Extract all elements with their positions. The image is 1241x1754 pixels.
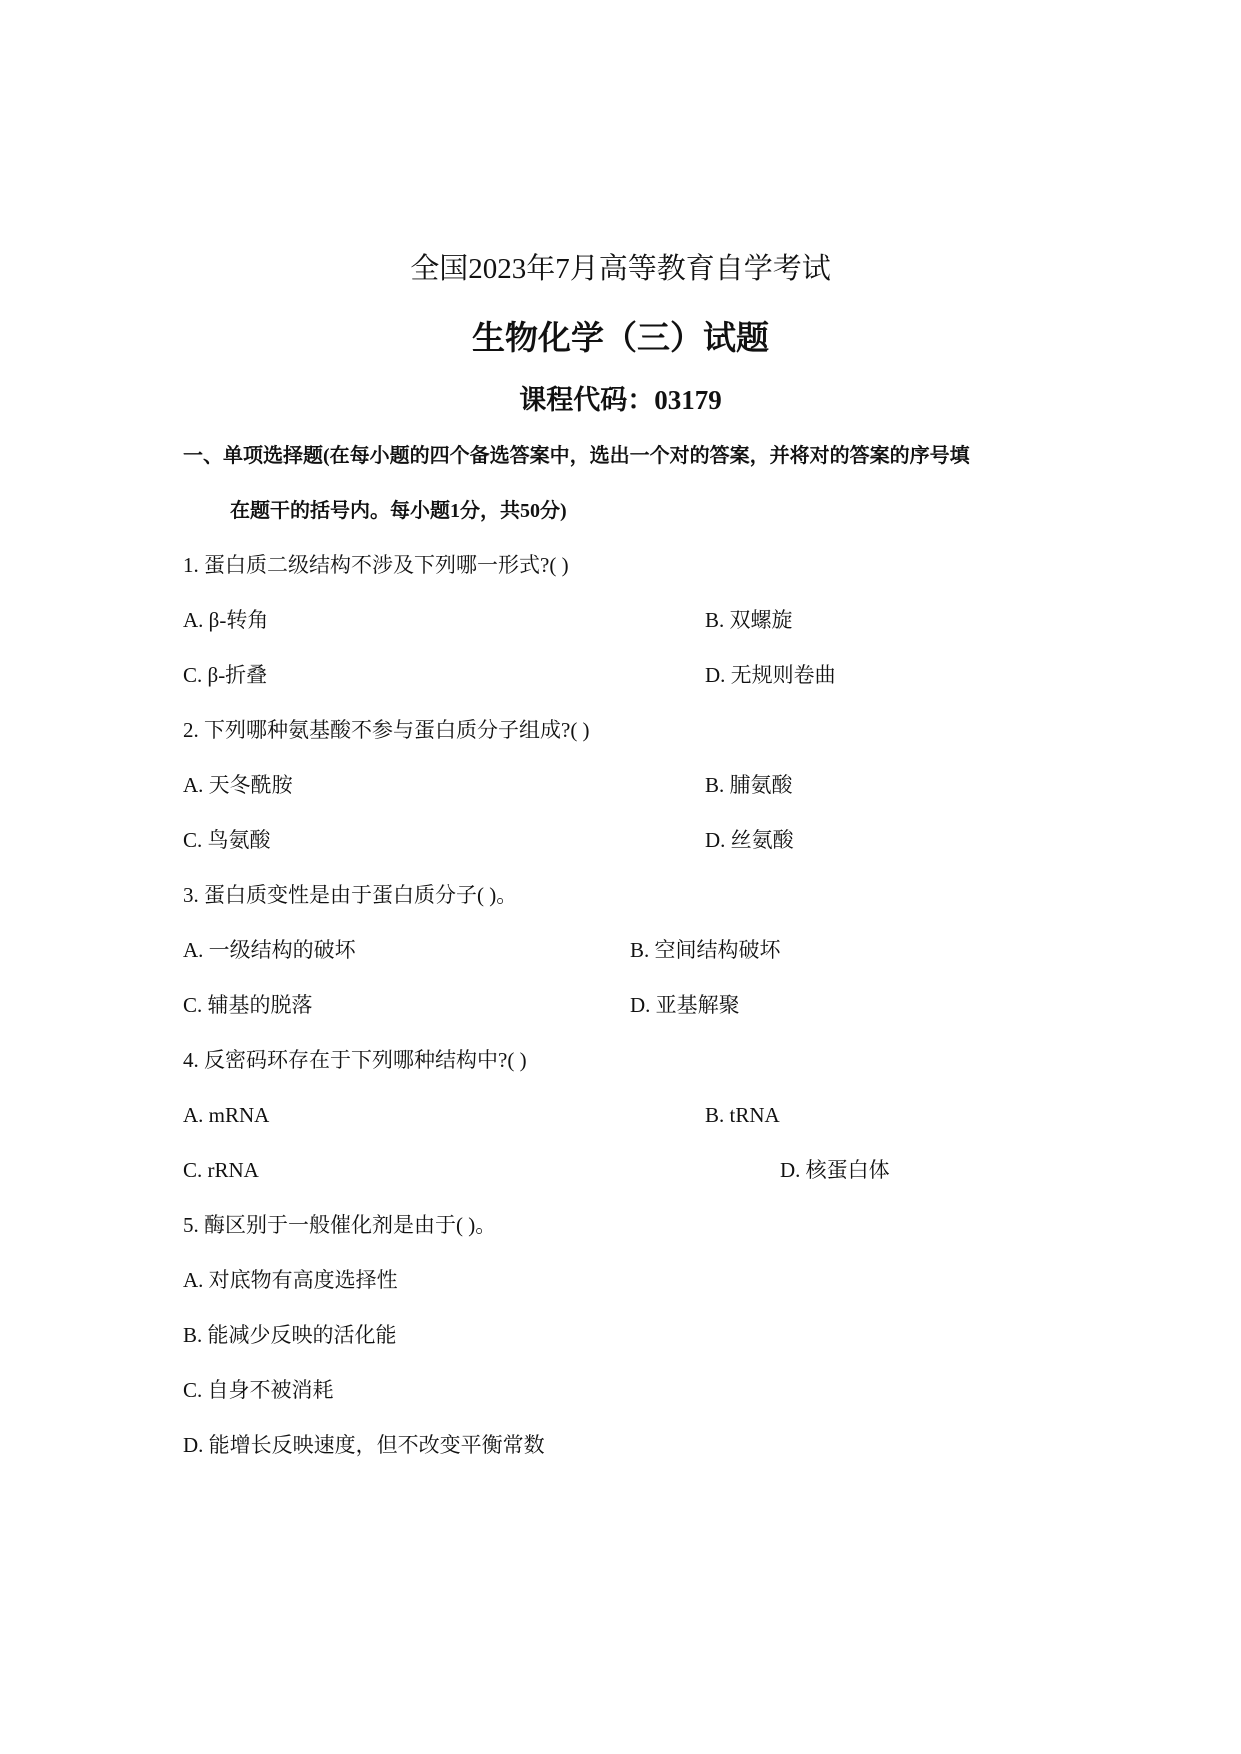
course-code: 课程代码：03179 [519, 385, 722, 415]
question-stem-2: 2. 下列哪种氨基酸不参与蛋白质分子组成?( ) [183, 718, 590, 742]
subject-title: 生物化学（三）试题 [472, 321, 769, 357]
section-heading-line2: 在题干的括号内。每小题1分，共50分) [230, 500, 567, 522]
exam-title: 全国2023年7月高等教育自学考试 [410, 253, 831, 285]
option-3b: B. 空间结构破坏 [630, 938, 781, 962]
question-stem-5: 5. 酶区别于一般催化剂是由于( )。 [183, 1213, 497, 1237]
option-5b: B. 能减少反映的活化能 [183, 1323, 397, 1347]
option-3a: A. 一级结构的破坏 [183, 938, 356, 962]
option-1d: D. 无规则卷曲 [705, 663, 836, 687]
option-4d: D. 核蛋白体 [780, 1158, 890, 1182]
option-1a: A. β-转角 [183, 608, 269, 632]
option-4b: B. tRNA [705, 1103, 780, 1127]
option-5d: D. 能增长反映速度，但不改变平衡常数 [183, 1433, 545, 1457]
option-1c: C. β-折叠 [183, 663, 268, 687]
question-stem-1: 1. 蛋白质二级结构不涉及下列哪一形式?( ) [183, 553, 569, 577]
option-3c: C. 辅基的脱落 [183, 993, 313, 1017]
option-5a: A. 对底物有高度选择性 [183, 1268, 398, 1292]
section-heading-line1: 一、单项选择题(在每小题的四个备选答案中，选出一个对的答案，并将对的答案的序号填 [183, 445, 970, 467]
option-4c: C. rRNA [183, 1158, 259, 1182]
question-stem-3: 3. 蛋白质变性是由于蛋白质分子( )。 [183, 883, 518, 907]
option-4a: A. mRNA [183, 1103, 270, 1127]
option-1b: B. 双螺旋 [705, 608, 793, 632]
option-2d: D. 丝氨酸 [705, 828, 794, 852]
option-5c: C. 自身不被消耗 [183, 1378, 334, 1402]
option-3d: D. 亚基解聚 [630, 993, 740, 1017]
option-2c: C. 鸟氨酸 [183, 828, 271, 852]
option-2a: A. 天冬酰胺 [183, 773, 293, 797]
question-stem-4: 4. 反密码环存在于下列哪种结构中?( ) [183, 1048, 527, 1072]
option-2b: B. 脯氨酸 [705, 773, 793, 797]
